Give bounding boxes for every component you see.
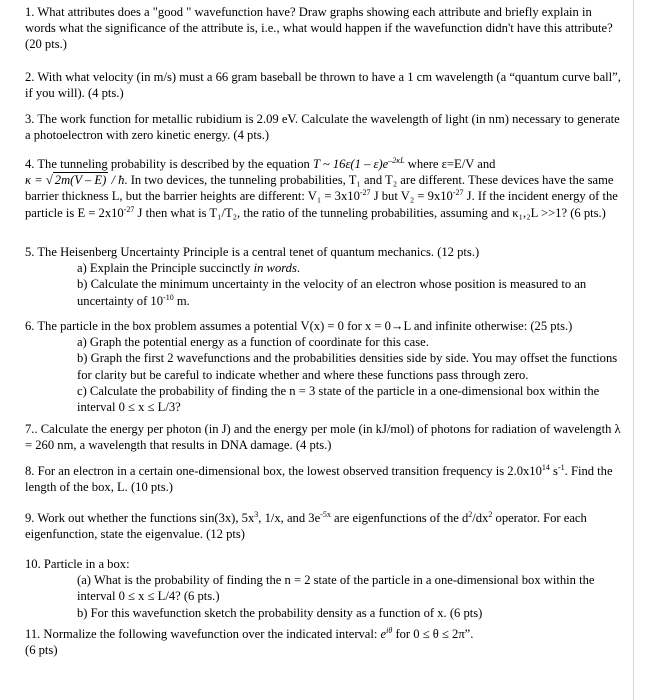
kappa-sqrt-term: 2m(V – E) bbox=[54, 173, 107, 188]
question-2-text: 2. With what velocity (in m/s) must a 66 gram baseball be thrown to have a 1 cm wavelength (a “quantum curve ball”, if you will). (4 pts.) bbox=[25, 70, 621, 101]
q11-interval: for 0 ≤ θ ≤ 2π”. bbox=[392, 627, 474, 641]
question-7-text: 7.. Calculate the energy per photon (in J) and the energy per mole (in kJ/mol) of photons for radiation of wavelength λ = 260 nm, a wavelength that results in DNA damage. (4 pts.) bbox=[25, 422, 621, 453]
question-6-part-a: a) Graph the potential energy as a function of coordinate for this case. bbox=[77, 335, 429, 350]
question-10 bbox=[25, 556, 625, 621]
q11-function-exponent: iθ bbox=[386, 626, 393, 635]
question-10-lead: 10. Particle in a box: bbox=[25, 557, 130, 571]
exp-v2: -27 bbox=[452, 188, 464, 198]
q9-exp-4: 2 bbox=[488, 510, 493, 519]
q9-mid-2: are eigenfunctions of the d bbox=[330, 511, 469, 525]
question-6-part-b: b) Graph the first 2 wavefunctions and the probabilities densities side by side. You may offset the functions for clarity but be careful to indicate whether and where these functions pass through zero. bbox=[77, 351, 618, 382]
q5b-exponent: -10 bbox=[163, 292, 174, 302]
q8-unit: s bbox=[549, 464, 558, 478]
question-4-where: where ε=E/V and bbox=[407, 157, 496, 171]
question-7 bbox=[25, 421, 625, 453]
q9-exp-3: 2 bbox=[468, 510, 473, 519]
question-2 bbox=[25, 69, 625, 101]
question-10-part-b: b) For this wavefunction sketch the probability density as a function of x. (6 pts) bbox=[77, 605, 483, 620]
q8-exponent-2: -1 bbox=[557, 463, 565, 472]
tunneling-equation: T ~ 16ε(1 – ε)e bbox=[312, 157, 389, 171]
exp-energy: -27 bbox=[123, 204, 135, 214]
question-8-text: 8. For an electron in a certain one-dimensional box, the lowest observed transition frequency is 2.0x10 bbox=[25, 464, 542, 478]
kappa-equation-lhs: κ = bbox=[25, 173, 43, 188]
exp-v1: -27 bbox=[359, 188, 371, 198]
question-4-body: . In two devices, the tunneling probabilities, T₁ and T₂ are different. These devices have the same barrier thickness L, but the barrier heights are different: V₁ = 3x10 bbox=[25, 173, 614, 204]
q9-mid-3: /dx bbox=[472, 511, 489, 525]
question-3 bbox=[25, 111, 625, 143]
question-1 bbox=[25, 4, 625, 53]
question-9-text: 9. Work out whether the functions sin(3x), 5x bbox=[25, 511, 255, 525]
q11-points: (6 pts) bbox=[25, 643, 58, 658]
question-1-text: 1. What attributes does a "good " wavefunction have? Draw graphs showing each attribute and briefly explain in words what the significance of the attribute is, i.e., what would happen if the wavefunction didn't have this attribute? (20 pts.) bbox=[25, 5, 613, 52]
q5a-emphasis: in words bbox=[253, 261, 297, 276]
q5a-text: a) Explain the Principle succinctly bbox=[77, 261, 254, 276]
page-edge-divider bbox=[633, 0, 634, 700]
q9-exp-1: 3 bbox=[254, 510, 259, 519]
question-8 bbox=[25, 463, 625, 495]
q5b-end: m. bbox=[173, 293, 190, 308]
question-6 bbox=[25, 318, 625, 415]
tunneling-exponent: –2κL bbox=[388, 156, 405, 165]
question-5-part-b bbox=[25, 276, 625, 308]
question-3-text: 3. The work function for metallic rubidium is 2.09 eV. Calculate the wavelength of light (in nm) necessary to generate a photoelectron with zero kinetic energy. (4 pts.) bbox=[25, 112, 620, 143]
question-6-lead: 6. The particle in the box problem assumes a potential V(x) = 0 for x = 0→L and infinite otherwise: (25 pts.) bbox=[25, 319, 573, 333]
q8-end: . Find the length of the box, L. (10 pts.) bbox=[25, 464, 613, 495]
question-6-part-c: c) Calculate the probability of finding the n = 3 state of the particle in a one-dimensional box within the interval 0 ≤ x ≤ L/3? bbox=[77, 383, 600, 415]
q9-mid-1: , 1/x, and 3e bbox=[258, 511, 321, 525]
question-4-lead: 4. The tunneling probability is described by the equation bbox=[25, 157, 310, 171]
question-4-v2: J but V₂ = 9x10 bbox=[370, 189, 453, 204]
question-11 bbox=[25, 626, 625, 658]
q9-end: operator. For each eigenfunction, state the eigenvalue. (12 pts) bbox=[25, 511, 587, 542]
question-5 bbox=[25, 244, 625, 309]
q5b-text: b) Calculate the minimum uncertainty in the velocity of an electron whose position is measured to an uncertainty of 10 bbox=[77, 277, 587, 308]
kappa-equation-divisor: / ħ bbox=[111, 173, 125, 188]
q9-exp-2: -5x bbox=[320, 510, 331, 519]
q11-function: e bbox=[380, 627, 387, 641]
question-11-text: 11. Normalize the following wavefunction over the indicated interval: bbox=[25, 627, 381, 641]
q5a-end: . bbox=[296, 261, 301, 276]
question-4-ratio: J then what is T₁/T₂, the ratio of the tunneling probabilities, assuming and κ₁,₂L >>1? (6 pts.) bbox=[134, 205, 606, 220]
question-5-lead: 5. The Heisenberg Uncertainty Principle is a central tenet of quantum mechanics. (12 pts.) bbox=[25, 245, 480, 259]
question-10-part-a: (a) What is the probability of finding the n = 2 state of the particle in a one-dimensional box within the interval 0 ≤ x ≤ L/4? (6 pts.) bbox=[77, 573, 595, 604]
question-4-energy: J. If the incident energy of the particle is E = 2x10 bbox=[25, 189, 618, 220]
question-5-part-a bbox=[25, 260, 625, 276]
q8-exponent-1: 14 bbox=[541, 463, 550, 472]
question-4: 4. The tunneling probability is described by the equation T ~ $16\varepsilon(1 - \varepsilon)e^{-2\kappa L}$ where ε=E/V and κ = √ 2m(V – E) / ħ. In two devices, the tunneling probabilities, T₁ and T₂ are different. These devices have the same barrier thickness L, but the barrier heights are different: $V_1 = 3x10^{-27}$ J but $V_2 = 9x10^{-27}$ J. If the incident energy of the particle is $E = 2x10^{-27}$ J then what is T₁/T₂, the ratio of the tunneling probabilities, assuming and κ₁,₂L >>1? (6 pts.) bbox=[25, 156, 618, 220]
question-9 bbox=[25, 510, 625, 542]
